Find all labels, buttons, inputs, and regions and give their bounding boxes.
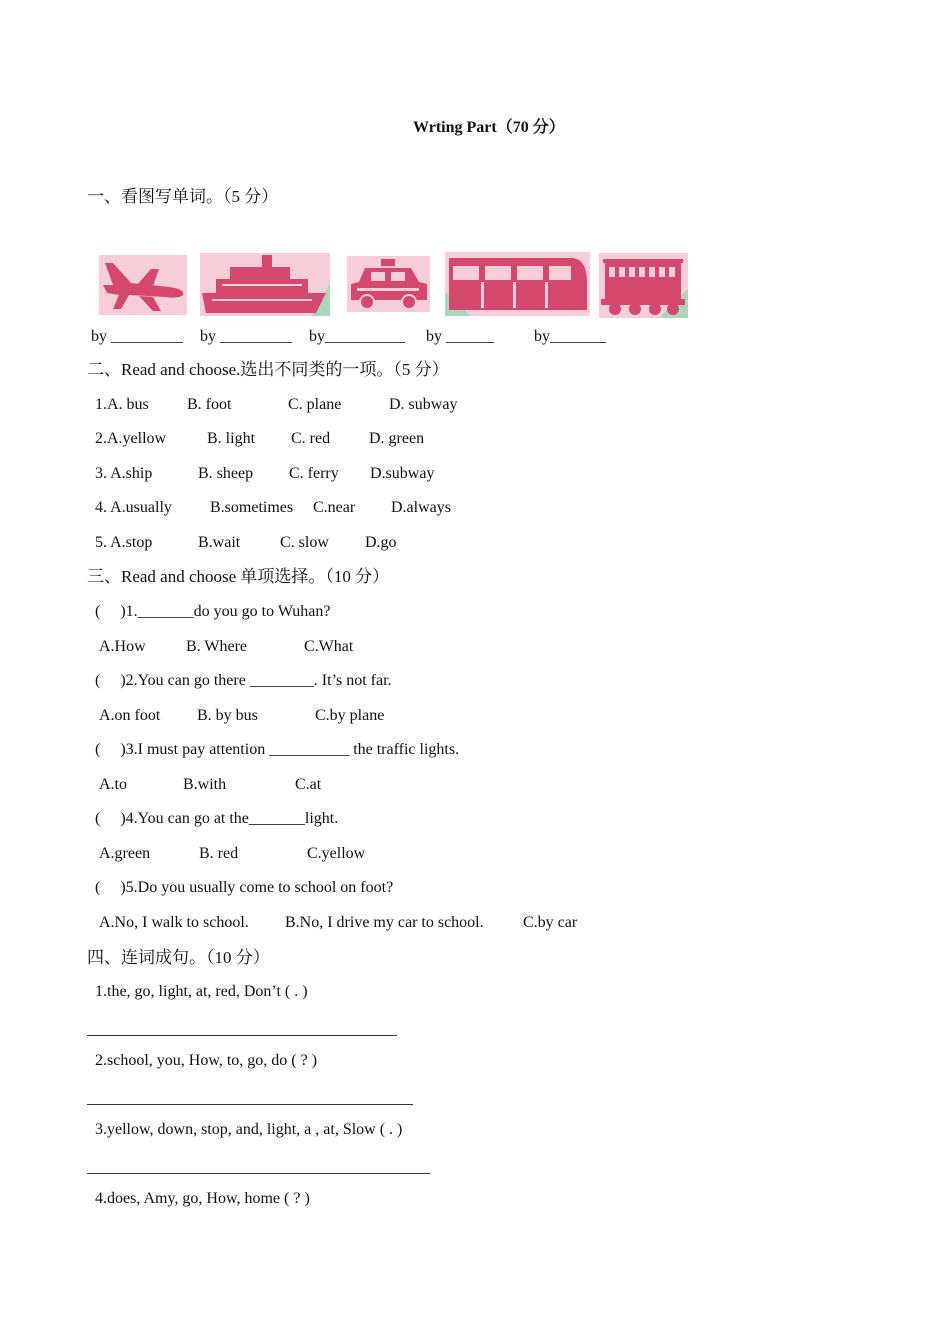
question-1: ( )1._______do you go to Wuhan? — [95, 603, 331, 620]
taxi-icon — [347, 256, 430, 312]
choice-5b: B.wait — [198, 534, 241, 551]
choice-1a: 1.A. bus — [95, 396, 149, 413]
question-2-option-a: A.on foot — [99, 707, 161, 724]
question-1-option-a: A.How — [99, 638, 146, 655]
train-icon — [599, 253, 688, 318]
airplane-icon — [99, 255, 187, 315]
question-2: ( )2.You can go there ________. It’s not far. — [95, 672, 392, 689]
question-4: ( )4.You can go at the_______light. — [95, 810, 339, 827]
choice-2c: C. red — [291, 430, 331, 447]
choice-4c: C.near — [313, 499, 356, 516]
question-2-option-c: C.by plane — [315, 707, 385, 724]
choice-5d: D.go — [365, 534, 397, 551]
question-5-option-b: B.No, I drive my car to school. — [285, 914, 484, 931]
choice-4d: D.always — [391, 499, 451, 516]
blank-2: by _________ — [200, 328, 292, 345]
choice-1d: D. subway — [389, 396, 458, 413]
page-title: Wrting Part（70 分） — [413, 119, 565, 136]
choice-5c: C. slow — [280, 534, 329, 551]
answer-line-2 — [87, 1104, 413, 1105]
choice-2a: 2.A.yellow — [95, 430, 167, 447]
choice-4b: B.sometimes — [210, 499, 294, 516]
sentence-item-3: 3.yellow, down, stop, and, light, a , at, Slow ( . ) — [95, 1121, 403, 1138]
choice-3a: 3. A.ship — [95, 465, 153, 482]
question-4-option-c: C.yellow — [307, 845, 366, 862]
section-4-heading: 四、连词成句。（10 分） — [87, 948, 270, 967]
choice-3c: C. ferry — [289, 465, 339, 482]
subway-train-icon — [445, 252, 590, 316]
choice-1b: B. foot — [187, 396, 232, 413]
sentence-item-2: 2.school, you, How, to, go, do ( ? ) — [95, 1052, 318, 1069]
sentence-item-1: 1.the, go, light, at, red, Don’t ( . ) — [95, 983, 308, 1000]
question-3-option-c: C.at — [295, 776, 322, 793]
sentence-item-4: 4.does, Amy, go, How, home ( ? ) — [95, 1190, 310, 1207]
section-1-heading: 一、看图写单词。（5 分） — [87, 187, 279, 206]
question-5-option-c: C.by car — [523, 914, 578, 931]
blank-3: by__________ — [309, 328, 405, 345]
choice-1c: C. plane — [288, 396, 342, 413]
question-2-option-b: B. by bus — [197, 707, 258, 724]
section-2-heading: 二、Read and choose.选出不同类的一项。（5 分） — [87, 360, 449, 379]
question-3-option-a: A.to — [99, 776, 127, 793]
answer-line-1 — [87, 1035, 397, 1036]
choice-2d: D. green — [369, 430, 425, 447]
question-3-option-b: B.with — [183, 776, 227, 793]
blank-4: by ______ — [426, 328, 494, 345]
choice-2b: B. light — [207, 430, 256, 447]
question-3: ( )3.I must pay attention __________ the traffic lights. — [95, 741, 460, 758]
question-4-option-b: B. red — [199, 845, 239, 862]
question-4-option-a: A.green — [99, 845, 151, 862]
question-5: ( )5.Do you usually come to school on foot? — [95, 879, 394, 896]
choice-5a: 5. A.stop — [95, 534, 153, 551]
choice-3d: D.subway — [370, 465, 435, 482]
answer-line-3 — [87, 1173, 430, 1174]
section-3-heading: 三、Read and choose 单项选择。（10 分） — [87, 567, 390, 586]
question-5-option-a: A.No, I walk to school. — [99, 914, 249, 931]
choice-4a: 4. A.usually — [95, 499, 172, 516]
blank-5: by_______ — [534, 328, 606, 345]
question-1-option-c: C.What — [304, 638, 354, 655]
blank-1: by _________ — [91, 328, 183, 345]
question-1-option-b: B. Where — [186, 638, 248, 655]
choice-3b: B. sheep — [198, 465, 254, 482]
ship-icon — [200, 253, 330, 316]
